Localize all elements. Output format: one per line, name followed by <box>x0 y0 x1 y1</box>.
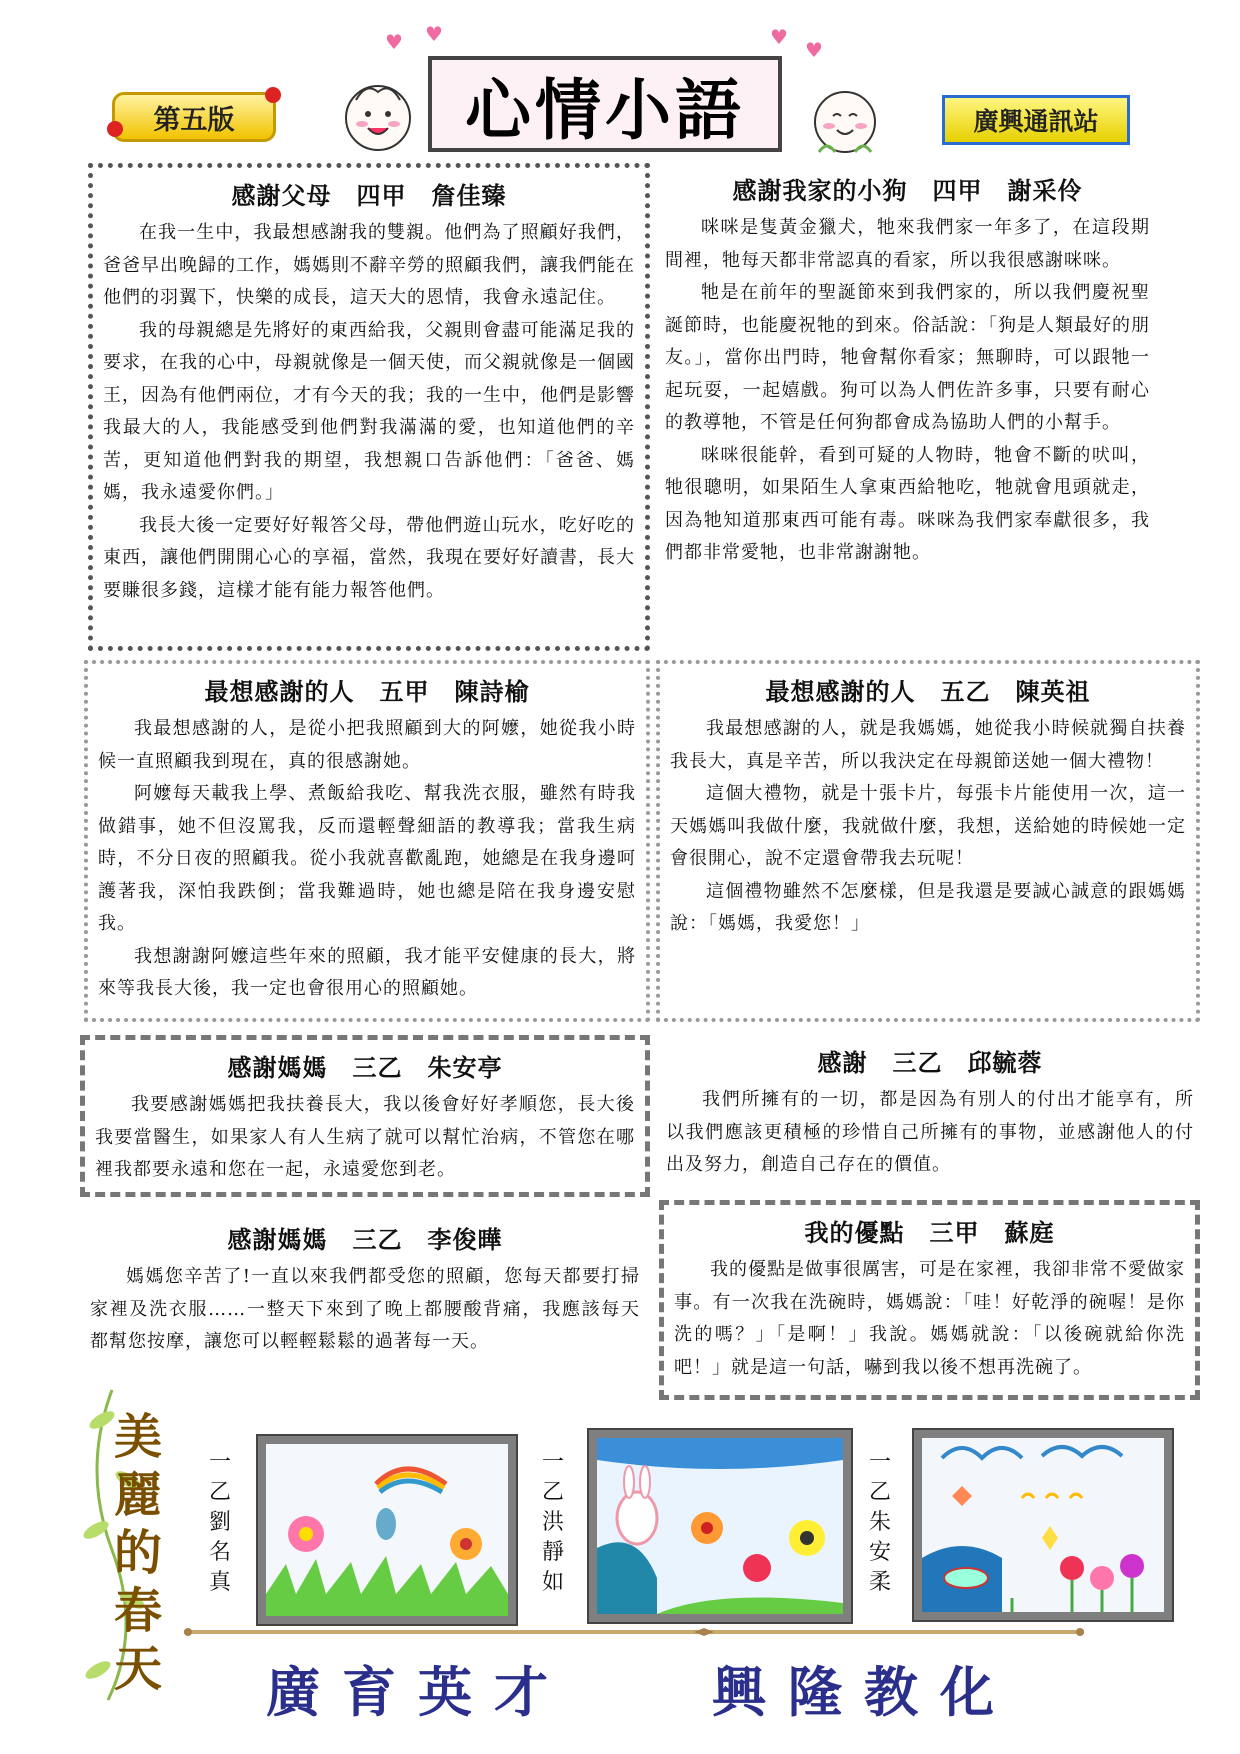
article-thank-mom-doctor <box>80 1035 650 1197</box>
footer-divider <box>184 1628 1084 1636</box>
article-paragraph: 我最想感謝的人，就是我媽媽，她從我小時候就獨自扶養我長大，真是辛苦，所以我決定在母親節送她一個大禮物！ <box>670 718 1186 772</box>
heart-icon: ♥ <box>805 38 823 62</box>
article-paragraph: 這個大禮物，就是十張卡片，每張卡片能使用一次，這一天媽媽叫我做什麼，我就做什麼，我想，送給她的時候她一定會很開心，說不定還會帶我去玩呢！ <box>670 783 1186 869</box>
article-paragraph: 阿嬤每天載我上學、煮飯給我吃、幫我洗衣服，雖然有時我做錯事，她不但沒罵我，反而還輕聲細語的教導我；當我生病時，不分日夜的照顧我。從小我就喜歡亂跑，她總是在我身邊呵護著我，深怕我跌倒；當我難過時，她也總是陪在我身邊安慰我。 <box>98 783 636 934</box>
heart-icon: ♥ <box>425 22 443 46</box>
motto-left: 廣育英才 <box>266 1660 570 1724</box>
article-paragraph: 我長大後一定要好好報答父母，帶他們遊山玩水，吃好吃的東西，讓他們開開心心的享福，當然，我現在要好好讀書，長大要賺很多錢，這樣才能有能力報答他們。 <box>103 514 635 601</box>
flowers-drawing-icon <box>266 1444 508 1616</box>
article-title: 感謝 三乙 邱毓蓉 <box>817 1048 1043 1077</box>
article-paragraph: 咪咪很能幹，看到可疑的人物時，牠會不斷的吠叫，牠很聰明，如果陌生人拿東西給牠吃，牠就會甩頭就走，因為牠知道那東西可能有毒。咪咪為我們家奉獻很多，我們都非常愛牠，也非常謝謝牠。 <box>665 444 1150 563</box>
article-my-strength <box>659 1200 1200 1400</box>
article-paragraph: 咪咪是隻黃金獵犬，牠來我們家一年多了，在這段期間裡，牠每天都非常認真的看家，所以我很感謝咪咪。 <box>665 217 1150 271</box>
article-title: 感謝媽媽 三乙 李俊曄 <box>227 1225 503 1254</box>
article-title: 感謝父母 四甲 詹佳臻 <box>231 181 507 210</box>
edition-label: 第五版 <box>153 104 235 136</box>
article-title: 我的優點 三甲 蘇庭 <box>804 1218 1055 1247</box>
article-thank-dog <box>655 163 1160 651</box>
gallery-caption: 一乙劉名真 <box>208 1450 231 1595</box>
child-drawing-3 <box>914 1430 1172 1620</box>
article-paragraph: 我最想感謝的人，是從小把我照顧到大的阿嬤，她從我小時候一直照顧我到現在，真的很感謝她。 <box>98 718 636 772</box>
article-title: 最想感謝的人 五乙 陳英祖 <box>765 677 1091 706</box>
article-title: 感謝媽媽 三乙 朱安亭 <box>227 1053 503 1082</box>
article-thank-mom-massage <box>80 1212 650 1382</box>
article-paragraph: 我要感謝媽媽把我扶養長大，我以後會好好孝順您，長大後我要當醫生，如果家人有人生病了就可以幫忙治病，不管您在哪裡我都要永遠和您在一起，永遠愛您到老。 <box>95 1094 635 1180</box>
article-paragraph: 這個禮物雖然不怎麼樣，但是我還是要誠心誠意的跟媽媽說：「媽媽，我愛您！」 <box>670 880 1186 934</box>
article-title: 感謝我家的小狗 四甲 謝采伶 <box>732 176 1083 205</box>
edition-badge <box>112 92 276 142</box>
article-thank-grandma <box>84 660 650 1022</box>
pin-icon <box>265 87 281 103</box>
rabbit-garden-drawing-icon <box>597 1438 843 1614</box>
pin-icon <box>107 121 123 137</box>
article-paragraph: 我們所擁有的一切，都是因為有別人的付出才能享有，所以我們應該更積極的珍惜自己所擁有的事物，並感謝他人的付出及努力，創造自己存在的價值。 <box>666 1089 1194 1175</box>
child-drawing-1 <box>258 1436 516 1624</box>
article-paragraph: 我的優點是做事很厲害，可是在家裡，我卻非常不愛做家事。有一次我在洗碗時，媽媽說：「哇！好乾淨的碗喔！是你洗的嗎？」「是啊！」我說。媽媽就說：「以後碗就給你洗吧！」就是這一句話，嚇到我以後不想再洗碗了。 <box>674 1259 1185 1378</box>
gallery-title: 美麗的春天 <box>113 1409 162 1697</box>
gallery-caption: 一乙朱安柔 <box>868 1450 891 1595</box>
child-drawing-2 <box>589 1430 851 1622</box>
article-paragraph: 牠是在前年的聖誕節來到我們家的，所以我們慶祝聖誕節時，也能慶祝牠的到來。俗話說：「狗是人類最好的朋友。」，當你出門時，牠會幫你看家；無聊時，可以跟牠一起玩耍，一起嬉戲。狗可以為人們佐許多事，只要有耐心的教導牠，不管是任何狗都會成為協助人們的小幫手。 <box>665 282 1150 433</box>
article-thank-mother-gift <box>656 660 1200 1022</box>
article-title: 最想感謝的人 五甲 陳詩榆 <box>204 677 530 706</box>
smiley-face-icon <box>338 78 418 158</box>
station-label: 廣興通訊站 <box>973 107 1099 136</box>
heart-icon: ♥ <box>385 30 403 54</box>
article-thank-parents <box>88 163 650 651</box>
article-paragraph: 我想謝謝阿嬤這些年來的照顧，我才能平安健康的長大，將來等我長大後，我一定也會很用心的照顧她。 <box>98 945 636 999</box>
article-paragraph: 在我一生中，我最想感謝我的雙親。他們為了照顧好我們，爸爸早出晚歸的工作，媽媽則不辭辛勞的照顧我們，讓我們能在他們的羽翼下，快樂的成長，這天大的恩情，我會永遠記住。 <box>103 222 635 308</box>
heart-icon: ♥ <box>770 25 788 49</box>
newsletter-title-box <box>428 56 782 152</box>
smiley-face-icon <box>805 82 885 162</box>
newsletter-title: 心情小語 <box>465 71 745 149</box>
station-badge <box>942 95 1130 145</box>
article-gratitude <box>656 1035 1204 1197</box>
motto-right: 興隆教化 <box>712 1660 1016 1724</box>
butterfly-drawing-icon <box>922 1438 1164 1612</box>
gallery-caption: 一乙洪靜如 <box>541 1450 564 1595</box>
article-paragraph: 媽媽您辛苦了!一直以來我們都受您的照顧，您每天都要打掃家裡及洗衣服……一整天下來到了晚上都腰酸背痛，我應該每天都幫您按摩，讓您可以輕輕鬆鬆的過著每一天。 <box>90 1266 640 1352</box>
article-paragraph: 我的母親總是先將好的東西給我，父親則會盡可能滿足我的要求，在我的心中，母親就像是一個天使，而父親就像是一個國王，因為有他們兩位，才有今天的我；我的一生中，他們是影響我最大的人，我能感受到他們對我滿滿的愛，也知道他們的辛苦，更知道他們對我的期望，我想親口告訴他們：「爸爸、媽媽，我永遠愛你們。」 <box>103 319 635 503</box>
